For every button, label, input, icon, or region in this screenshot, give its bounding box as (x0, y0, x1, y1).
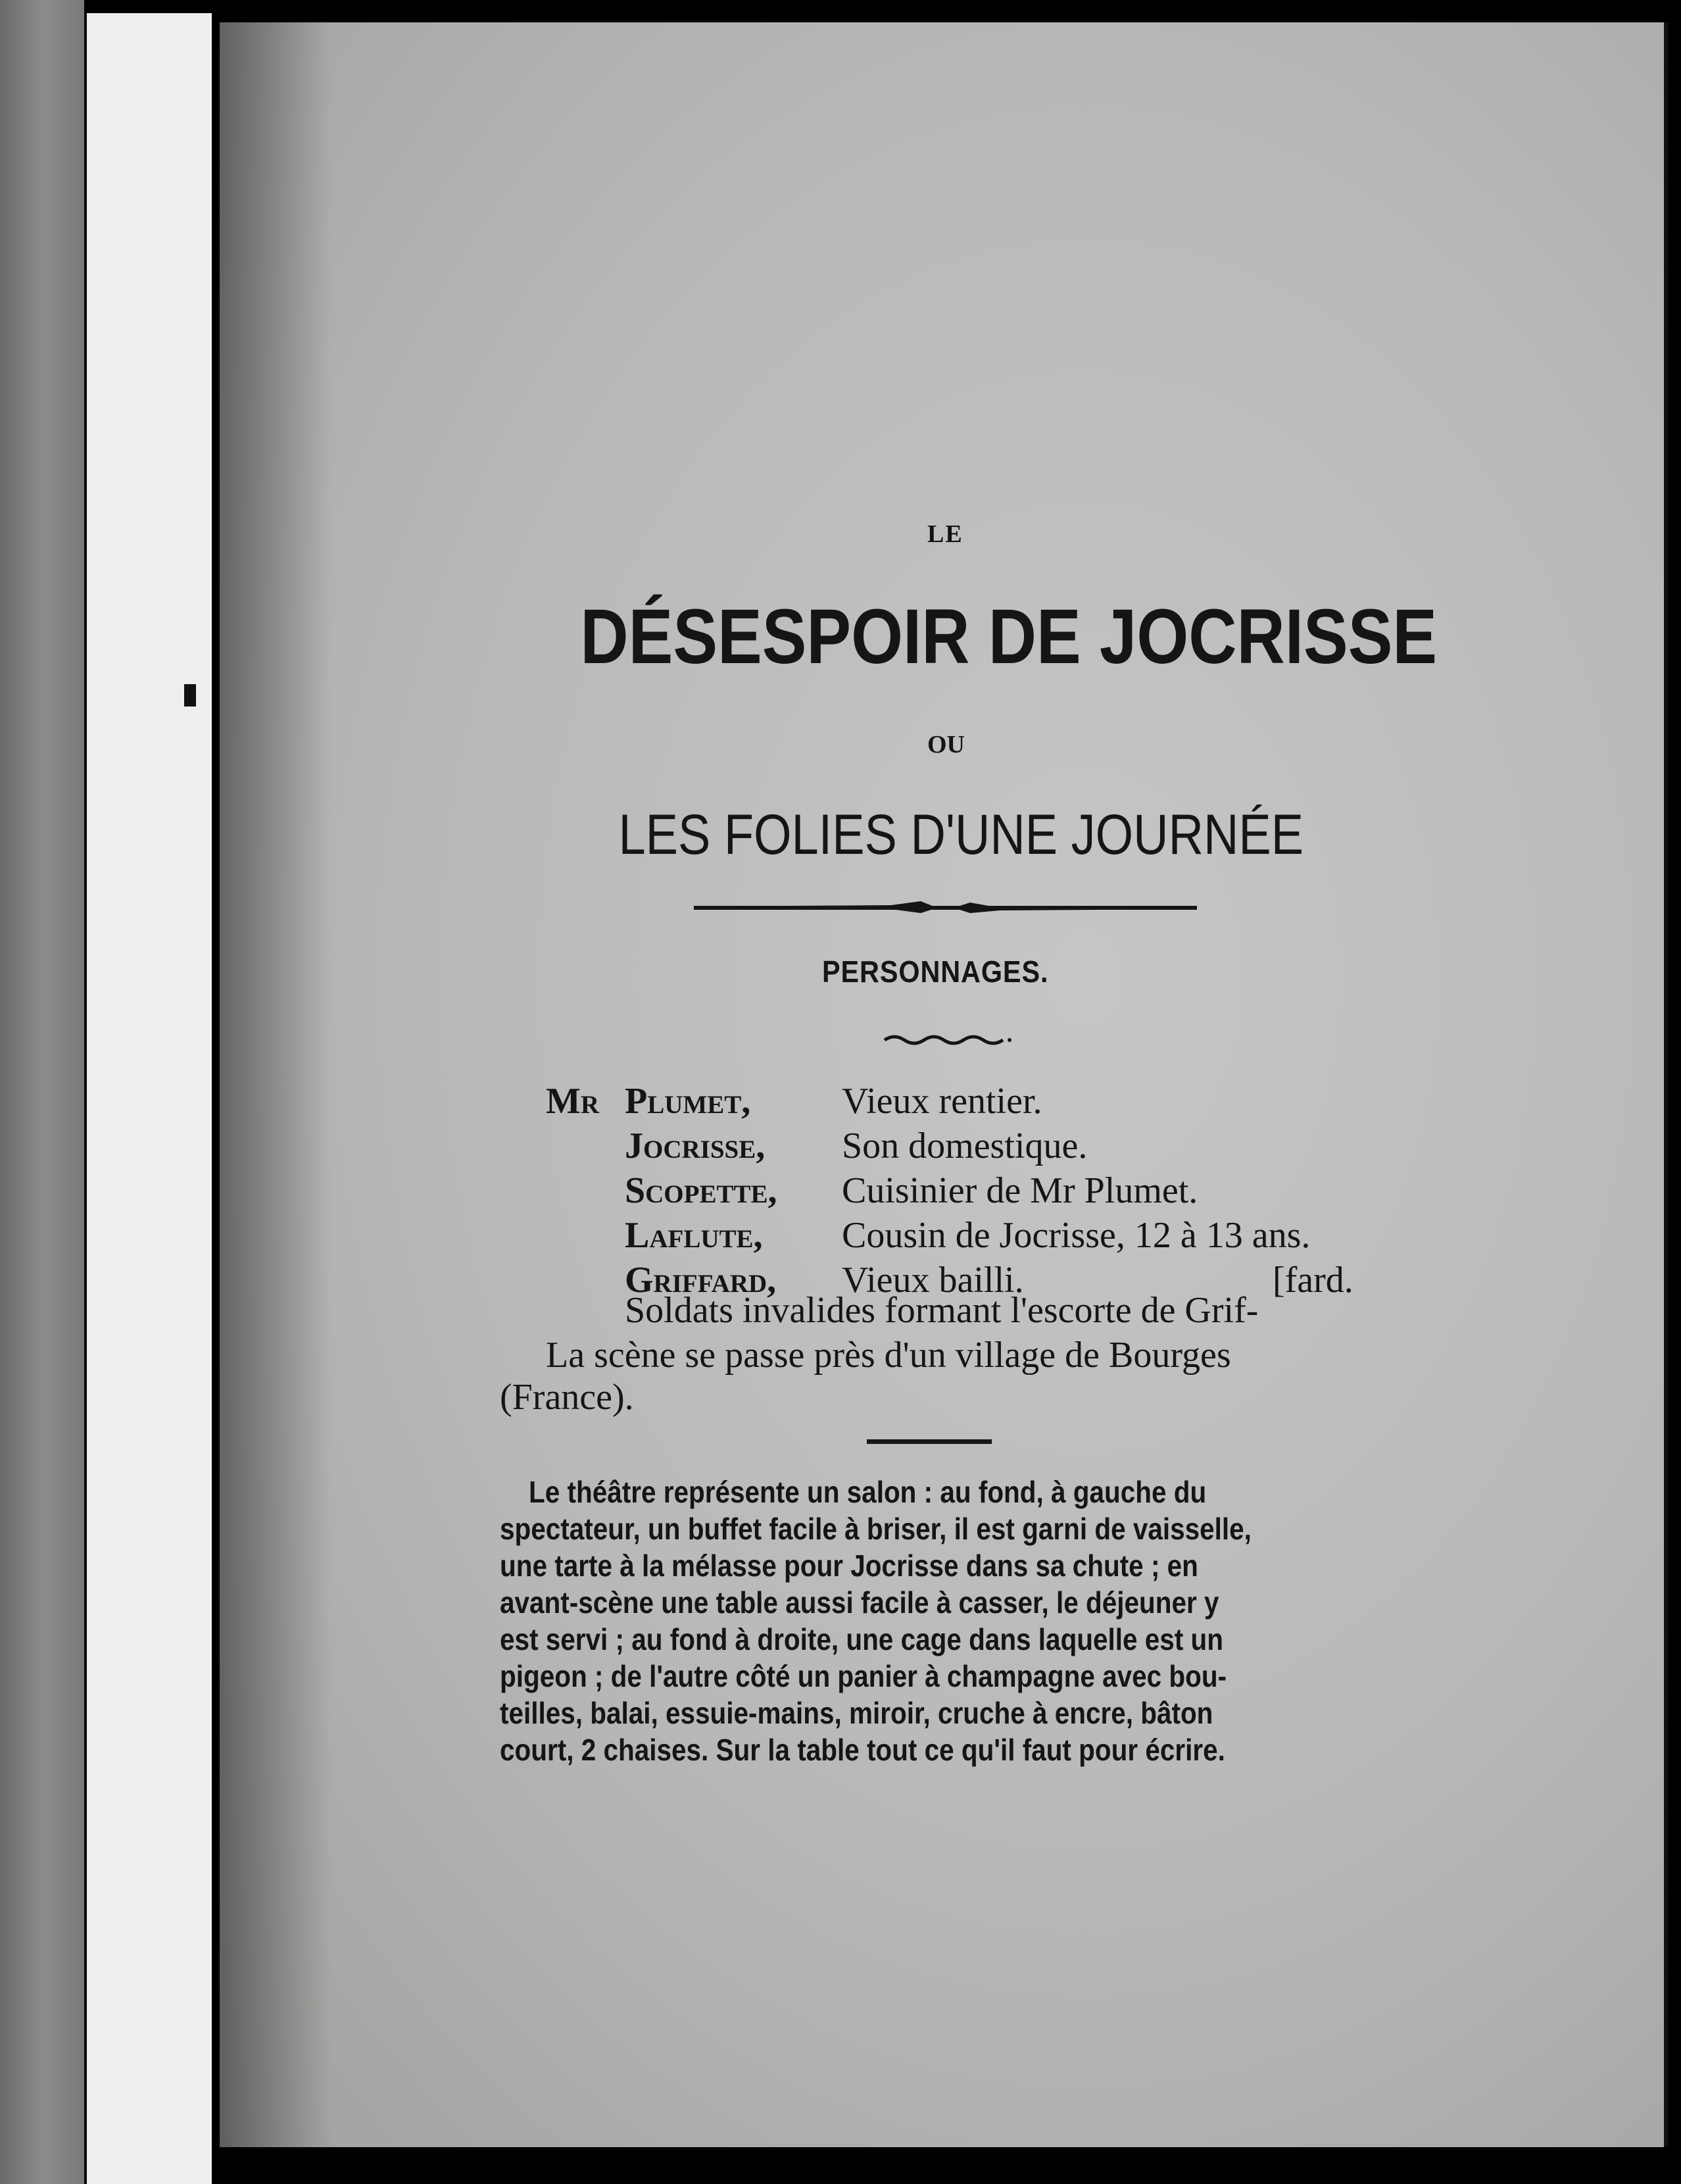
left-margin-strip (0, 0, 84, 2184)
stage-description (500, 1474, 1368, 1768)
description-line: spectateur, un buffet facile à briser, il est garni de vaisselle, (500, 1512, 1252, 1546)
description-line: court, 2 chaises. Sur la table tout ce qu'il faut pour écrire. (500, 1733, 1225, 1767)
cast-name: Griffard, (625, 1260, 777, 1301)
personnages-heading: PERSONNAGES. (822, 955, 1049, 989)
page-gutter (87, 13, 212, 2184)
scene-line-1: La scène se passe près d'un village de Bourges (546, 1335, 1231, 1376)
binding-mark (184, 684, 196, 707)
cast-prefix: Mr (546, 1081, 600, 1122)
title-le: LE (927, 520, 963, 548)
cast-role: Cuisinier de Mr Plumet. (842, 1170, 1198, 1211)
description-line: teilles, balai, essuie-mains, miroir, cruche à encre, bâton (500, 1696, 1213, 1730)
title-ou: OU (927, 731, 965, 758)
description-line: est servi ; au fond à droite, une cage dans laquelle est un (500, 1622, 1223, 1656)
description-line: une tarte à la mélasse pour Jocrisse dans sa chute ; en (500, 1549, 1198, 1583)
cast-name: Laflute, (625, 1215, 763, 1256)
cast-role: Vieux bailli. (842, 1260, 1024, 1301)
soldats-line: Soldats invalides formant l'escorte de Grif- (625, 1290, 1259, 1331)
cast-name: Scopette, (625, 1170, 777, 1211)
cast-role: Son domestique. (842, 1126, 1088, 1166)
scene-line-2: (France). (500, 1377, 634, 1418)
description-line: pigeon ; de l'autre côté un panier à champagne avec bou- (500, 1659, 1227, 1693)
cast-name: Plumet, (625, 1081, 751, 1122)
description-line: Le théâtre représente un salon : au fond, à gauche du (529, 1475, 1207, 1509)
main-title: DÉSESPOIR DE JOCRISSE (580, 593, 1438, 680)
cast-name: Jocrisse, (625, 1126, 766, 1166)
cast-role: Cousin de Jocrisse, 12 à 13 ans. (842, 1215, 1311, 1256)
subtitle: LES FOLIES D'UNE JOURNÉE (618, 803, 1304, 866)
squiggle-ornament (881, 1030, 1013, 1049)
cast-role: Vieux rentier. (842, 1081, 1042, 1122)
ornamental-rule (694, 895, 1197, 921)
short-rule (867, 1439, 992, 1444)
cast-extra: [fard. (1273, 1260, 1353, 1301)
description-line: avant-scène une table aussi facile à casser, le déjeuner y (500, 1585, 1219, 1620)
spine-shadow (220, 22, 331, 2147)
